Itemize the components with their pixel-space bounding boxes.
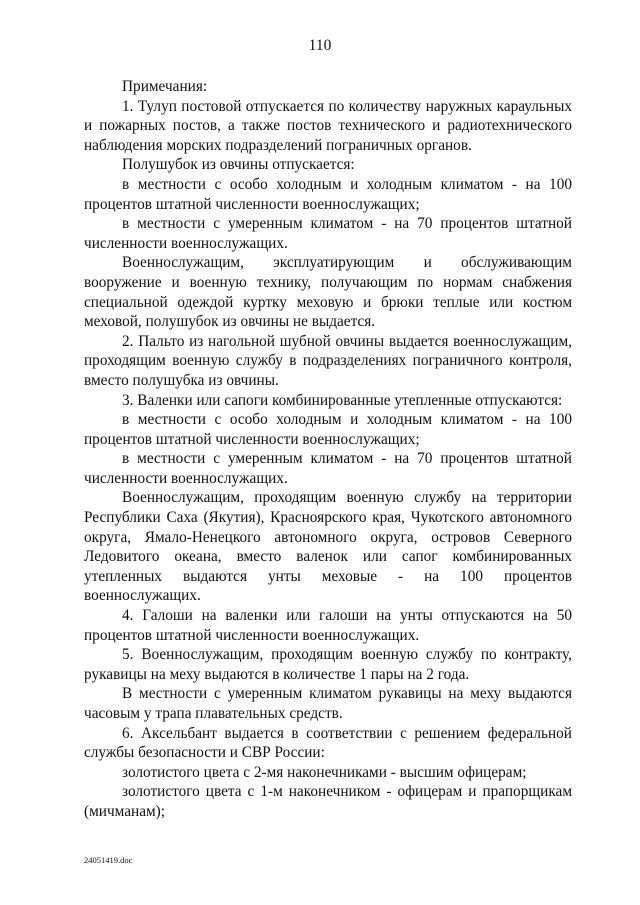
paragraph: Военнослужащим, эксплуатирующим и обслуживающим вооружение и военную технику, получающим по нормам снабжения специальной одеждой куртку меховую и брюки теплые или костюм меховой, полушубок из овчины не выдается. <box>84 254 572 331</box>
notes-heading: Примечания: <box>122 78 208 95</box>
page-number: 110 <box>308 37 332 54</box>
paragraph: 4. Галоши на валенки или галоши на унты отпускаются на 50 процентов штатной численности военнослужащих. <box>84 607 572 644</box>
paragraph: в местности с особо холодным и холодным климатом - на 100 процентов штатной численности военнослужащих; <box>84 175 572 213</box>
paragraph: в местности с умеренным климатом - на 70 процентов штатной численности военнослужащих. <box>84 450 572 487</box>
paragraph: 6. Аксельбант выдается в соответствии с решением федеральной службы безопасности и СВР России: <box>84 724 572 762</box>
paragraph: Полушубок из овчины отпускается: <box>122 156 355 174</box>
paragraph: золотистого цвета с 2-мя наконечниками - высшим офицерам; <box>122 763 527 781</box>
paragraph: Военнослужащим, проходящим военную службу на территории Республики Саха (Якутия), Красноярского края, Чукотского автономного округа, Ямало-Ненецкого автономного округа, островов Северного Ледовитого океана, вместо валенок или сапог комбинированных утепленных выдаются унты меховые - на 100 процентов военнослужащих. <box>84 489 572 605</box>
document-body <box>84 77 572 822</box>
footer-filename: 24051419.doc <box>84 855 133 865</box>
paragraph: 1. Тулуп постовой отпускается по количеству наружных караульных и пожарных постов, а также постов технического и радиотехнического наблюдения морских подразделений пограничных органов. <box>84 97 572 154</box>
paragraph: 2. Пальто из нагольной шубной овчины выдается военнослужащим, проходящим военную службу в подразделениях пограничного контроля, вместо полушубка из овчины. <box>84 332 572 389</box>
paragraph: в местности с умеренным климатом - на 70 процентов штатной численности военнослужащих. <box>84 215 572 252</box>
paragraph: 3. Валенки или сапоги комбинированные утепленные отпускаются: <box>122 391 563 409</box>
paragraph: В местности с умеренным климатом рукавицы на меху выдаются часовым у трапа плавательных средств. <box>84 685 572 722</box>
paragraph: 5. Военнослужащим, проходящим военную службу по контракту, рукавицы на меху выдаются в количестве 1 пары на 2 года. <box>84 646 572 683</box>
paragraph: золотистого цвета с 1-м наконечником - офицерам и прапорщикам (мичманам); <box>84 783 572 820</box>
paragraph: в местности с особо холодным и холодным климатом - на 100 процентов штатной численности военнослужащих; <box>84 411 572 448</box>
